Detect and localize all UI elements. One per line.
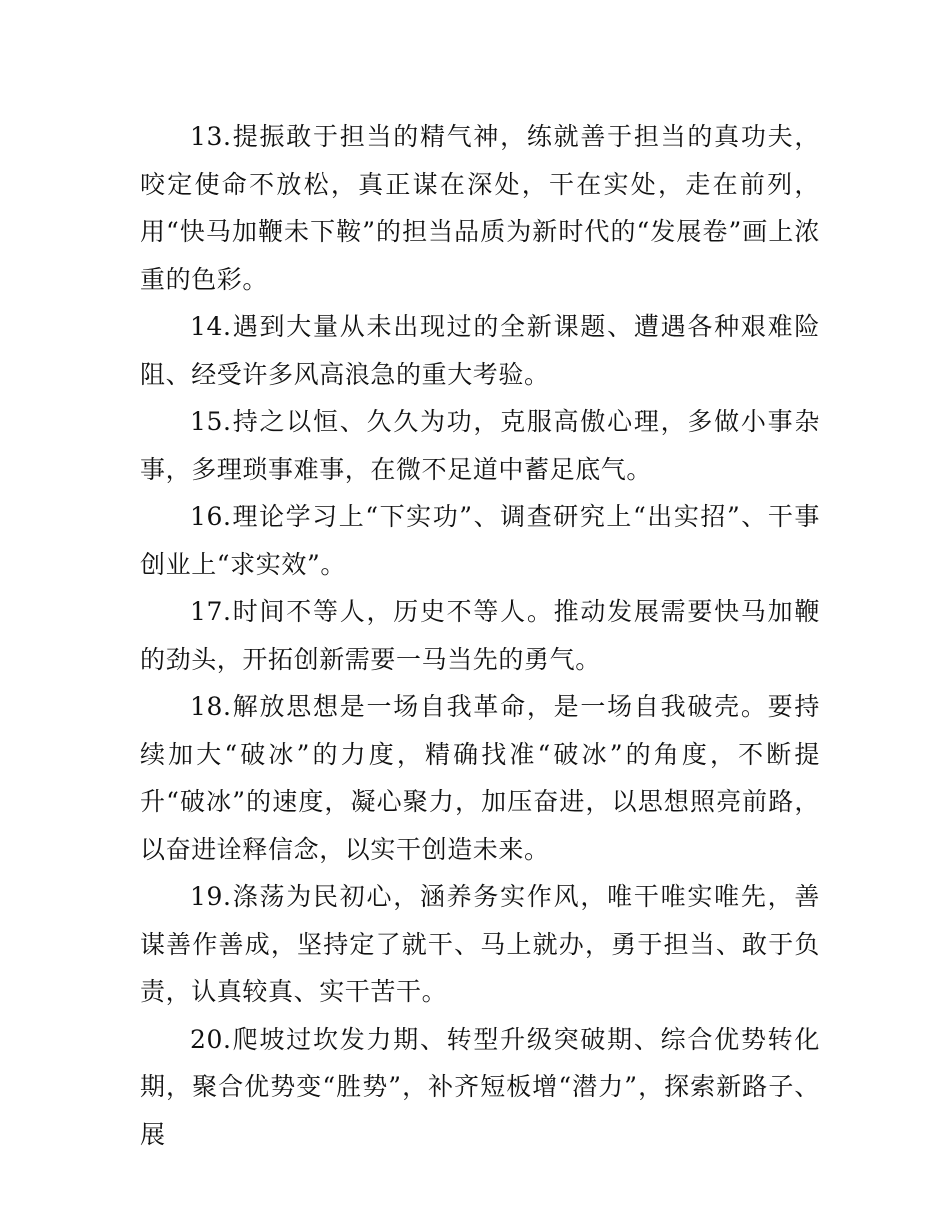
paragraph-18: [140, 683, 820, 873]
paragraph-19: [140, 873, 820, 1016]
paragraph-20: [140, 1016, 820, 1159]
paragraph-number: 17.: [190, 597, 232, 626]
paragraph-text: 爬坡过坎发力期、转型升级突破期、综合优势转化期，聚合优势变“胜势”，补齐短板增“潜力”，探索新路子、展: [140, 1024, 820, 1149]
paragraph-17: [140, 588, 820, 683]
paragraph-text: 理论学习上“下实功”、调查研究上“出实招”、干事创业上“求实效”。: [140, 502, 820, 579]
paragraph-number: 19.: [190, 882, 232, 911]
paragraph-text: 遇到大量从未出现过的全新课题、遭遇各种艰难险阻、经受许多风高浪急的重大考验。: [140, 312, 820, 389]
paragraph-number: 15.: [190, 407, 232, 436]
paragraph-text: 时间不等人，历史不等人。推动发展需要快马加鞭的劲头，开拓创新需要一马当先的勇气。: [140, 597, 820, 674]
paragraph-text: 涤荡为民初心，涵养务实作风，唯干唯实唯先，善谋善作善成，坚持定了就干、马上就办，勇于担当、敢于负责，认真较真、实干苦干。: [140, 882, 820, 1006]
paragraph-13: [140, 113, 820, 303]
paragraph-number: 20.: [190, 1024, 232, 1054]
paragraph-number: 16.: [190, 502, 232, 531]
paragraph-16: [140, 493, 820, 588]
paragraph-text: 持之以恒、久久为功，克服高傲心理，多做小事杂事，多理琐事难事，在微不足道中蓄足底气。: [140, 407, 820, 484]
paragraph-15: [140, 398, 820, 493]
paragraph-text: 解放思想是一场自我革命，是一场自我破壳。要持续加大“破冰”的力度，精确找准“破冰”的角度，不断提升“破冰”的速度，凝心聚力，加压奋进，以思想照亮前路，以奋进诠释信念，以实干创造未来。: [140, 692, 820, 864]
paragraph-number: 13.: [190, 122, 232, 151]
paragraph-14: [140, 303, 820, 398]
paragraph-number: 18.: [190, 692, 232, 721]
paragraph-text: 提振敢于担当的精气神，练就善于担当的真功夫，咬定使命不放松，真正谋在深处，干在实处，走在前列，用“快马加鞭未下鞍”的担当品质为新时代的“发展卷”画上浓重的色彩。: [140, 122, 820, 294]
paragraph-number: 14.: [190, 312, 232, 341]
document-body: [140, 113, 820, 1158]
